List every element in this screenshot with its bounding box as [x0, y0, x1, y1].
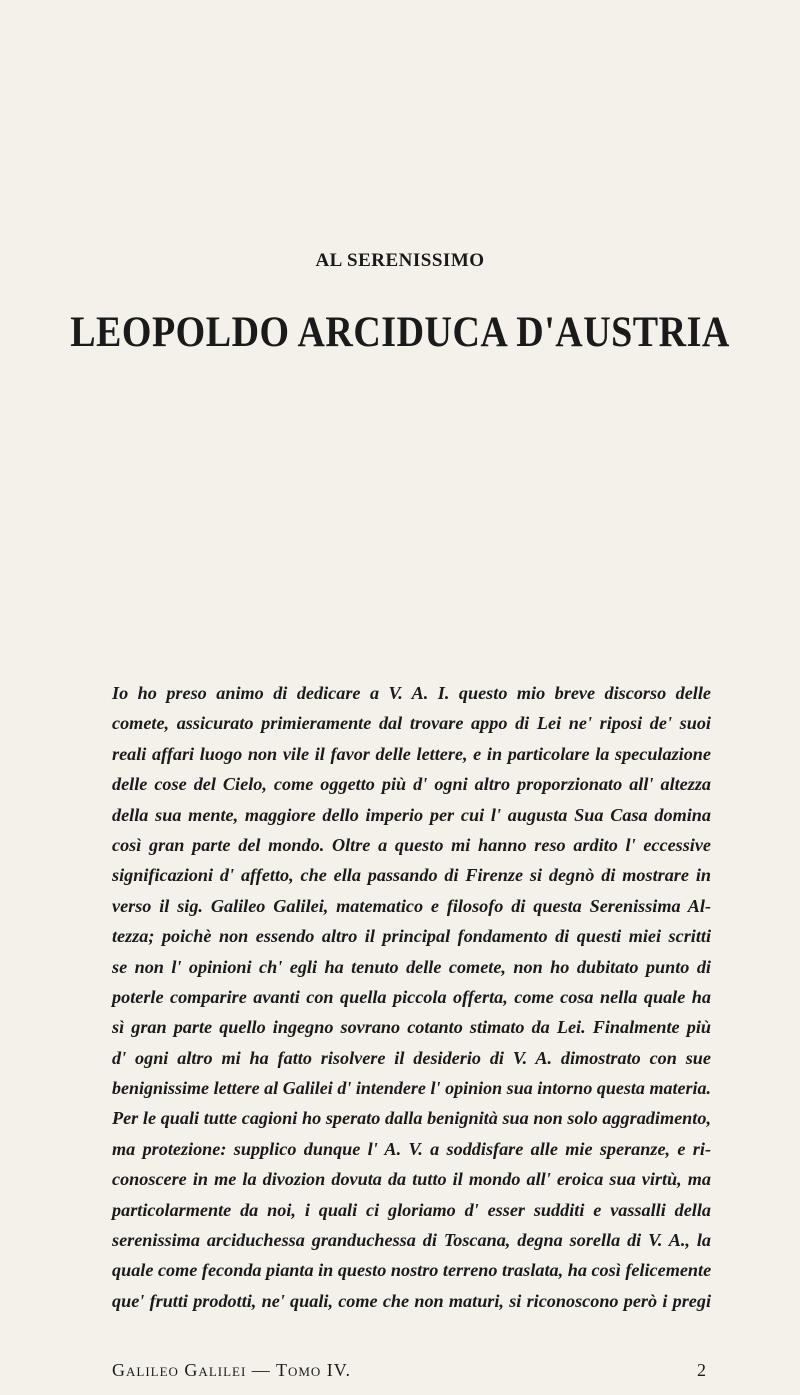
body-text-line: reali affari luogo non vile il favor delle lettere, e in particolare la speculazione	[112, 743, 711, 764]
body-text-line: tezza; poichè non essendo altro il principal fondamento di questi miei scritti	[112, 926, 711, 947]
dedication-heading: AL SERENISSIMO	[315, 250, 485, 271]
body-text-line: significazioni d' affetto, che ella passando di Firenze si degnò di mostrare in	[112, 865, 711, 886]
dedication-title: LEOPOLDO ARCIDUCA D'AUSTRIA	[70, 307, 730, 357]
footer-volume-signature: Galileo Galilei — Tomo IV.	[112, 1360, 351, 1380]
body-text-line: que' frutti prodotti, ne' quali, come che non maturi, si riconoscono però i pregi	[112, 1290, 711, 1311]
body-text-line: se non l' opinioni ch' egli ha tenuto delle comete, non ho dubitato punto di	[112, 956, 711, 977]
body-text-line: verso il sig. Galileo Galilei, matematico e filosofo di questa Serenissima Al-	[112, 895, 711, 916]
body-text-line: particolarmente da noi, i quali ci gloriamo d' esser sudditi e vassalli della	[112, 1199, 711, 1220]
body-text-line: sì gran parte quello ingegno sovrano cotanto stimato da Lei. Finalmente più	[112, 1017, 711, 1038]
body-text-line: ma protezione: supplico dunque l' A. V. a soddisfare alle mie speranze, e ri-	[112, 1138, 711, 1159]
body-text-line: benignissime lettere al Galilei d' intendere l' opinion sua intorno questa materia.	[112, 1078, 711, 1099]
body-text-line: Io ho preso animo di dedicare a V. A. I. questo mio breve discorso delle	[112, 683, 711, 703]
body-text-line: poterle comparire avanti con quella piccola offerta, come cosa nella quale ha	[112, 986, 711, 1007]
body-text-line: comete, assicurato primieramente dal trovare appo di Lei ne' riposi de' suoi	[112, 713, 711, 734]
body-text-line: della sua mente, maggiore dello imperio per cui l' augusta Sua Casa domina	[112, 804, 711, 825]
body-text-line: serenissima arciduchessa granduchessa di Toscana, degna sorella di V. A., la	[112, 1230, 711, 1251]
body-text-line: conoscere in me la divozion dovuta da tutto il mondo all' eroica sua virtù, ma	[112, 1169, 711, 1190]
body-text-line: d' ogni altro mi ha fatto risolvere il desiderio di V. A. dimostrato con sue	[112, 1047, 711, 1068]
body-text-line: così gran parte del mondo. Oltre a questo mi hanno reso ardito l' eccessive	[112, 834, 711, 855]
dedication-body	[112, 678, 711, 1316]
body-text-line: delle cose del Cielo, come oggetto più d' ogni altro proporzionato all' altezza	[112, 774, 711, 795]
footer-signature-mark: 2	[697, 1360, 706, 1380]
page-footer	[112, 1360, 712, 1384]
body-text-line: Per le quali tutte cagioni ho sperato dalla benignità sua non solo aggradimento,	[112, 1108, 711, 1129]
body-text-line: quale come feconda pianta in questo nostro terreno traslata, ha così felicemente	[112, 1260, 712, 1281]
